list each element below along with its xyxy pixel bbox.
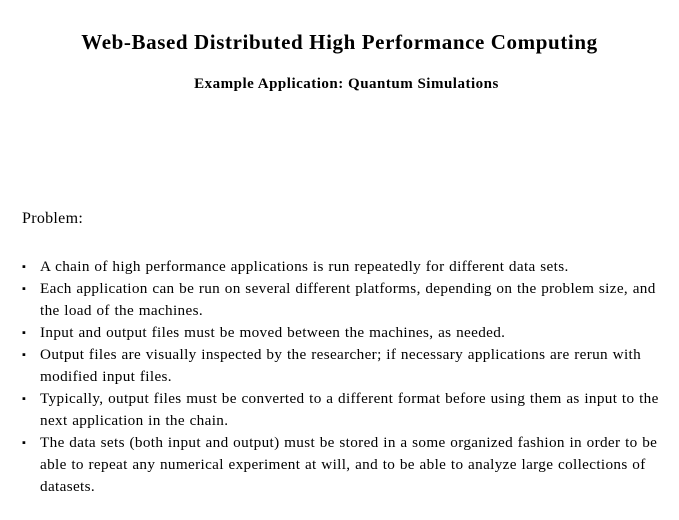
bullet-item-application-chain [0,256,679,278]
bullet-item-visual-inspection [0,344,679,388]
bullet-text: The data sets (both input and output) must be stored in a some organized fashion in order to be able to repeat any numerical experiment at will, and to be able to analyze large collections of datasets. [40,434,658,495]
problem-heading: Problem: [22,210,84,227]
problem-bullet-list [0,256,679,498]
bullet-text: Typically, output files must be converted to a different format before using them as input to the next application in the chain. [40,390,659,429]
bullet-square-icon: ▪ [22,261,27,273]
bullet-item-data-storage [0,432,679,498]
bullet-square-icon: ▪ [22,393,27,405]
bullet-square-icon: ▪ [22,437,27,449]
bullet-text: Input and output files must be moved between the machines, as needed. [40,324,506,341]
bullet-item-file-transfer [0,322,679,344]
page-title: Web-Based Distributed High Performance Computing [81,30,598,54]
bullet-item-platforms [0,278,679,322]
bullet-square-icon: ▪ [22,327,27,339]
bullet-item-format-conversion [0,388,679,432]
page-subtitle: Example Application: Quantum Simulations [194,76,499,92]
bullet-square-icon: ▪ [22,349,27,361]
bullet-text: Each application can be run on several different platforms, depending on the problem size, and the load of the machines. [40,280,656,319]
bullet-text: Output files are visually inspected by the researcher; if necessary applications are rerun with modified input files. [40,346,642,385]
bullet-text: A chain of high performance applications is run repeatedly for different data sets. [40,258,569,275]
bullet-square-icon: ▪ [22,283,27,295]
